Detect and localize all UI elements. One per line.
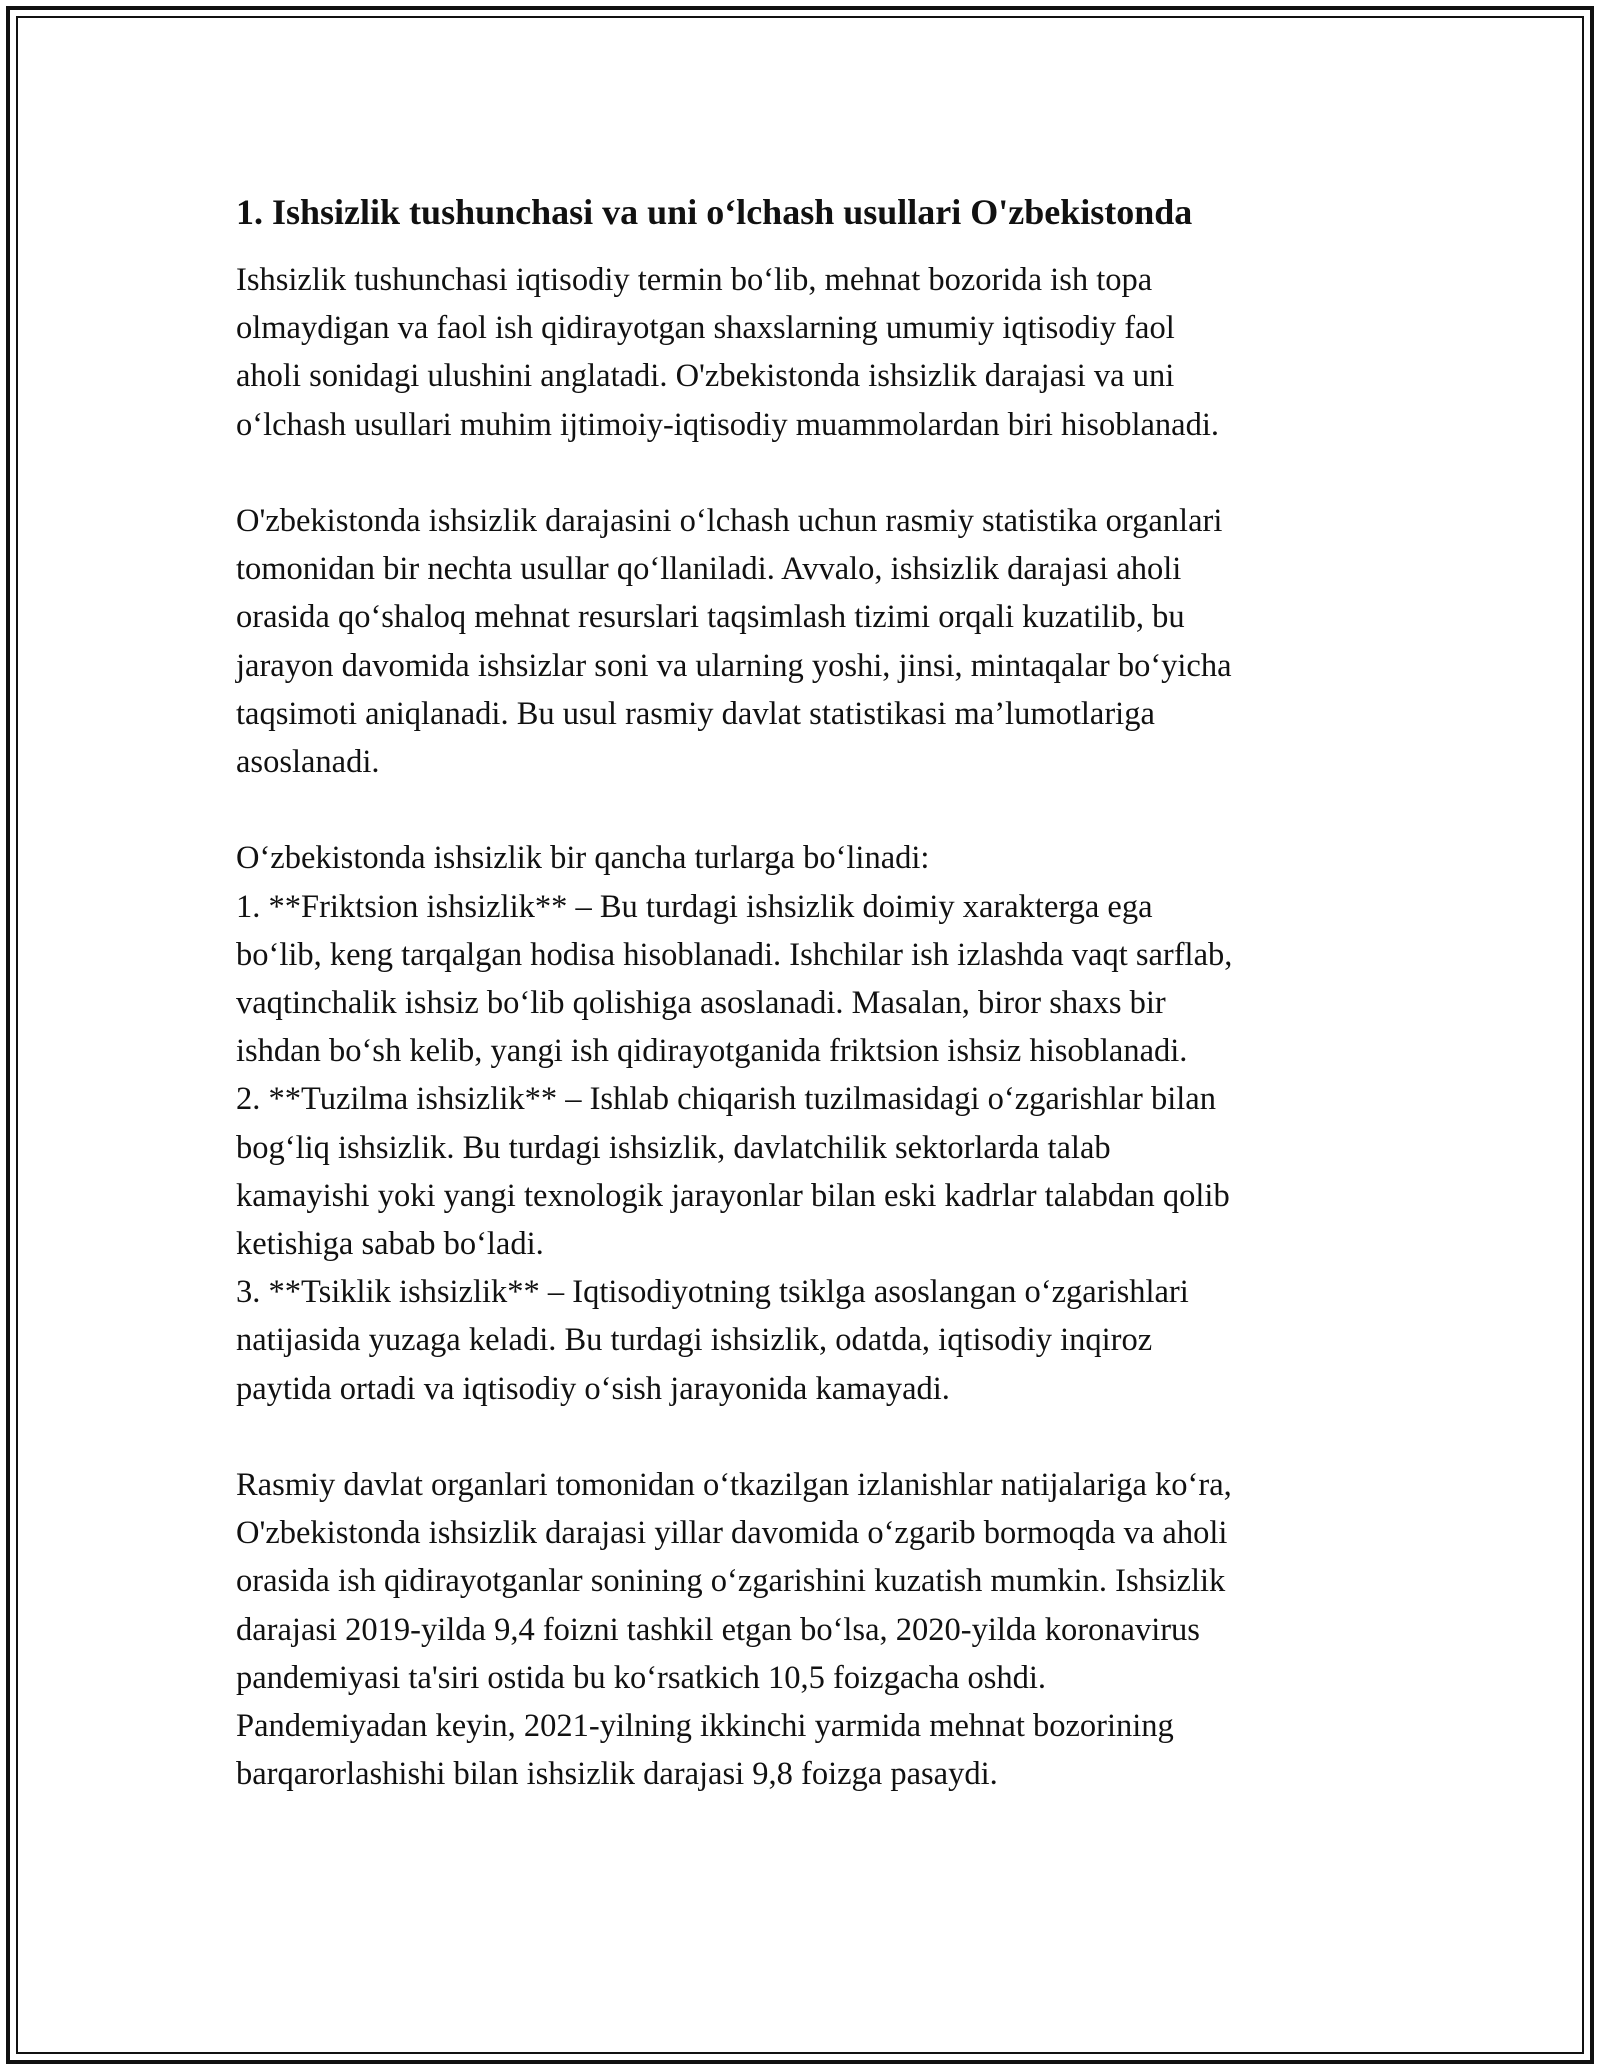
text-line: O'zbekistonda ishsizlik darajasini o‘lchash uchun rasmiy statistika organlari: [236, 503, 1223, 539]
text-line: bo‘lib, keng tarqalgan hodisa hisoblanadi. Ishchilar ish izlashda vaqt sarflab,: [236, 936, 1233, 973]
list-item-structural: 2. **Tuzilma ishsizlik** – Ishlab chiqarish tuzilmasidagi o‘zgarishlar bilan: [236, 1081, 1216, 1118]
text-line: darajasi 2019-yilda 9,4 foizni tashkil etgan bo‘lsa, 2020-yilda koronavirus: [236, 1611, 1200, 1648]
paragraph-types: [236, 834, 1381, 1412]
text-line: vaqtinchalik ishsiz bo‘lib qolishiga asoslanadi. Masalan, biror shaxs bir: [236, 985, 1166, 1022]
paragraph-measurement: [236, 497, 1381, 786]
text-line: O‘zbekistonda ishsizlik bir qancha turlarga bo‘linadi:: [236, 840, 930, 877]
text-line: olmaydigan va faol ish qidirayotgan shaxslarning umumiy iqtisodiy faol: [236, 310, 1175, 347]
paragraph-spacer: [236, 449, 1381, 497]
text-line: ketishiga sabab bo‘ladi.: [236, 1226, 544, 1263]
text-line: o‘lchash usullari muhim ijtimoiy-iqtisodiy muammolardan biri hisoblanadi.: [236, 406, 1219, 443]
text-line: paytida ortadi va iqtisodiy o‘sish jarayonida kamayadi.: [236, 1370, 950, 1407]
paragraph-definition: [236, 256, 1381, 449]
text-line: bog‘liq ishsizlik. Bu turdagi ishsizlik, davlatchilik sektorlarda talab: [236, 1129, 1111, 1166]
text-line: tomonidan bir nechta usullar qo‘llaniladi. Avvalo, ishsizlik darajasi aholi: [236, 551, 1182, 588]
text-line: Ishsizlik tushunchasi iqtisodiy termin bo‘lib, mehnat bozorida ish topa: [236, 262, 1153, 298]
text-line: natijasida yuzaga keladi. Bu turdagi ishsizlik, odatda, iqtisodiy inqiroz: [236, 1322, 1153, 1359]
paragraph-spacer: [236, 786, 1381, 834]
text-line: orasida qo‘shaloq mehnat resurslari taqsimlash tizimi orqali kuzatilib, bu: [236, 599, 1185, 636]
text-line: pandemiyasi ta'siri ostida bu ko‘rsatkich 10,5 foizgacha oshdi.: [236, 1659, 1047, 1696]
text-line: aholi sonidagi ulushini anglatadi. O'zbekistonda ishsizlik darajasi va uni: [236, 358, 1175, 395]
document-body: [236, 186, 1381, 1798]
text-line: jarayon davomida ishsizlar soni va ularning yoshi, jinsi, mintaqalar bo‘yicha: [236, 647, 1232, 684]
text-line: Pandemiyadan keyin, 2021-yilning ikkinchi yarmida mehnat bozorining: [236, 1708, 1174, 1745]
paragraph-statistics: [236, 1461, 1381, 1798]
text-line: Rasmiy davlat organlari tomonidan o‘tkazilgan izlanishlar natijalariga ko‘ra,: [236, 1467, 1232, 1504]
text-line: taqsimoti aniqlanadi. Bu usul rasmiy davlat statistikasi ma’lumotlariga: [236, 695, 1155, 732]
list-item-cyclical: 3. **Tsiklik ishsizlik** – Iqtisodiyotning tsiklga asoslangan o‘zgarishlari: [236, 1274, 1189, 1311]
paragraph-spacer: [236, 1413, 1381, 1461]
text-line: ishdan bo‘sh kelib, yangi ish qidirayotganida friktsion ishsiz hisoblanadi.: [236, 1033, 1188, 1070]
text-line: kamayishi yoki yangi texnologik jarayonlar bilan eski kadrlar talabdan qolib: [236, 1177, 1230, 1214]
list-item-frictional: 1. **Friktsion ishsizlik** – Bu turdagi ishsizlik doimiy xarakterga ega: [236, 888, 1153, 925]
text-line: O'zbekistonda ishsizlik darajasi yillar davomida o‘zgarib bormoqda va aholi: [236, 1515, 1228, 1552]
text-line: barqarorlashishi bilan ishsizlik darajasi 9,8 foizga pasaydi.: [236, 1756, 998, 1793]
text-line: asoslanadi.: [236, 744, 380, 781]
document-title: 1. Ishsizlik tushunchasi va uni o‘lchash usullari O'zbekistonda: [236, 192, 1193, 232]
text-line: orasida ish qidirayotganlar sonining o‘zgarishini kuzatish mumkin. Ishsizlik: [236, 1563, 1226, 1600]
